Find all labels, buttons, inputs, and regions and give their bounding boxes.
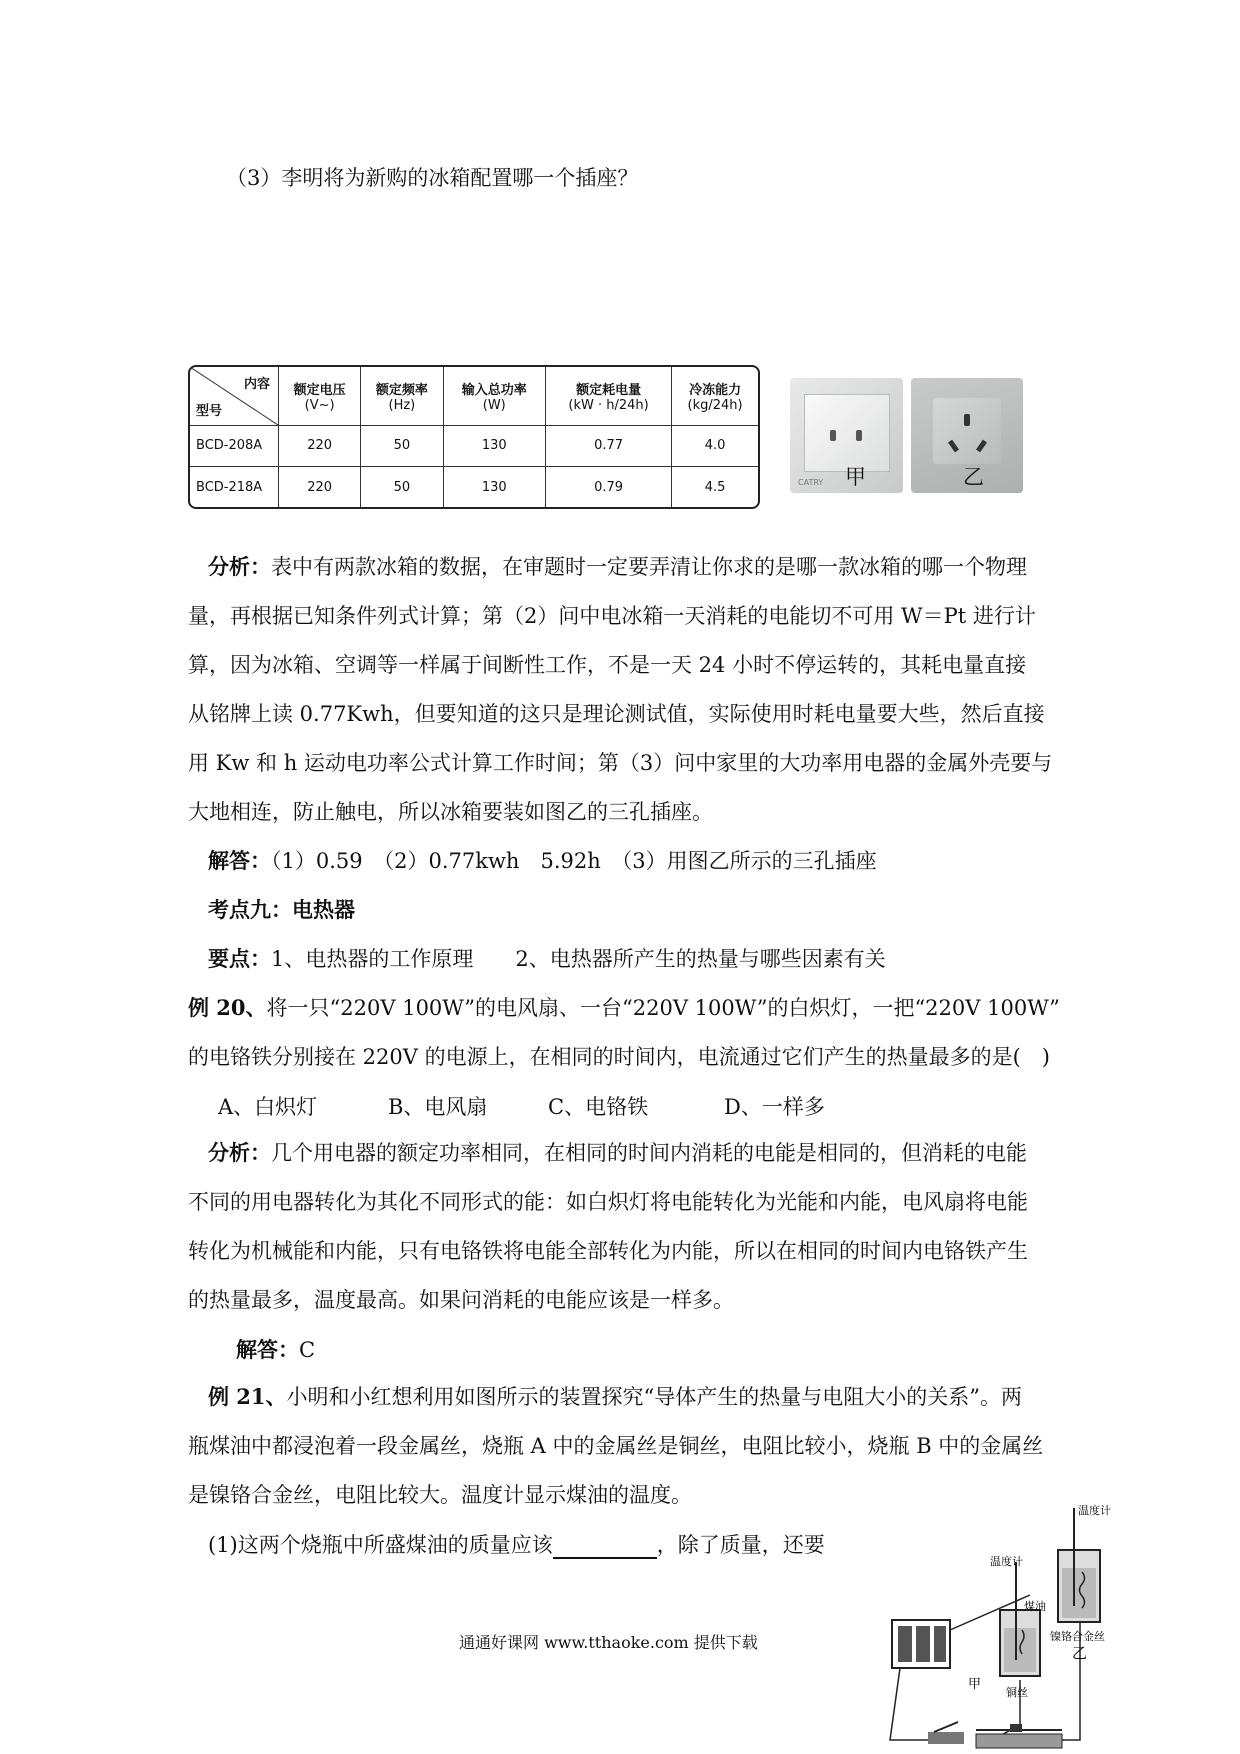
option-b: B、电风扇: [388, 1095, 488, 1119]
section-title: 考点九：电热器: [208, 897, 355, 922]
switch-icon: [928, 1722, 964, 1744]
corner-top-label: 内容: [243, 377, 270, 392]
nichrome-label: 镍铬合金丝: [1050, 1630, 1105, 1643]
footer-text: 通通好课网 www.tthaoke.com 提供下载: [459, 1633, 758, 1652]
example-20-options: [218, 1091, 825, 1121]
header-consumption: 额定耗电量 (kW · h/24h): [545, 367, 671, 425]
flask-b-icon: [1058, 1508, 1100, 1622]
rheostat-icon: [976, 1724, 1062, 1748]
pin-hole: [856, 430, 862, 441]
socket-brand: CATRY: [798, 478, 824, 487]
key-points: 要点：1、电热器的工作原理 2、电热器所产生的热量与哪些因素有关: [208, 946, 886, 971]
option-d: D、一样多: [724, 1095, 825, 1119]
example-20-line2: 的电铬铁分别接在 220V 的电源上，在相同的时间内，电流通过它们产生的热量最多的是( ): [188, 1045, 1050, 1069]
socket-label-jia: 甲: [845, 465, 866, 489]
header-frequency: 额定频率 (Hz): [361, 367, 443, 425]
header-power: 输入总功率 (W): [443, 367, 545, 425]
analysis-1: 分析：表中有两款冰箱的数据，在审题时一定要弄清让你求的是哪一款冰箱的哪一个物理 量，再根据已知条件列式计算；第（2）问中电冰箱一天消耗的电能切不可用 W＝Pt 进行计 算，因为冰箱、空调等一样属于间断性工作，不是一天 24 小时不停运转的，其耗电量直接 从铭牌上读 0.77Kwh，但要知道的这只是理论测试值，实际使用时耗电量要大些，然后直接 用 Kw 和 h 运动电功率公式计算工作时间；第（3）问中家里的大功率用电器的金属外壳要与 大地相连，防止触电，所以冰箱要装如图乙的三孔插座。: [188, 554, 1053, 824]
answer-blank[interactable]: [553, 1535, 657, 1559]
option-a: A、白炽灯: [218, 1095, 318, 1119]
example-20: 例 20、将一只“220V 100W”的电风扇、一台“220V 100W”的白炽灯，一把“220V 100W”: [188, 995, 1060, 1020]
three-pin-socket-photo: [911, 378, 1023, 493]
copper-wire-label: 铜丝: [1006, 1686, 1028, 1699]
corner-header-cell: [190, 367, 279, 425]
pin-hole: [830, 430, 836, 441]
flask-b-label: 乙: [1072, 1644, 1088, 1662]
example-21-q1: (1)这两个烧瓶中所盛煤油的质量应该 ，除了质量，还要: [208, 1533, 825, 1557]
heating-apparatus-diagram: [880, 1500, 1130, 1752]
table-row: BCD-208A 220 50 130 0.77 4.0: [190, 425, 758, 467]
socket-plate: [933, 398, 1001, 464]
answer-1: 解答：（1）0.59 （2）0.77kwh 5.92h （3）用图乙所示的三孔插座: [208, 848, 877, 873]
socket-label-yi: 乙: [963, 465, 984, 489]
flask-a-icon: [1000, 1562, 1040, 1676]
kerosene-label: 煤油: [1024, 1600, 1046, 1613]
option-c: C、电铬铁: [548, 1095, 649, 1119]
thermometer-label-a: 温度计: [990, 1555, 1023, 1568]
table-row: BCD-218A 220 50 130 0.79 4.5: [190, 467, 758, 507]
battery-icon: [892, 1620, 950, 1668]
pin-hole: [964, 414, 970, 426]
question-3: （3）李明将为新购的冰箱配置哪一个插座？: [226, 166, 639, 190]
wire: [890, 1668, 928, 1740]
flask-a-label: 甲: [968, 1677, 982, 1692]
thermometer-label-b: 温度计: [1078, 1504, 1111, 1517]
example-21: 例 21、小明和小红想利用如图所示的装置探究“导体产生的热量与电阻大小的关系”。两 瓶煤油中都浸泡着一段金属丝，烧瓶 A 中的金属丝是铜丝，电阻比较小，烧瓶 B 中的金属丝 是镍铬合金丝，电阻比较大。温度计显示煤油的温度。: [188, 1384, 1044, 1507]
answer-2: 解答：C: [236, 1337, 316, 1362]
header-voltage: 额定电压 (V~): [279, 367, 361, 425]
two-pin-socket-photo: [790, 378, 903, 493]
corner-bottom-label: 型号: [196, 403, 223, 419]
header-freezing: 冷冻能力 (kg/24h): [672, 367, 758, 425]
analysis-2: 分析：几个用电器的额定功率相同，在相同的时间内消耗的电能是相同的，但消耗的电能 不同的用电器转化为其化不同形式的能：如白炽灯将电能转化为光能和内能，电风扇将电能 转化为机械能和内能，只有电铬铁将电能全部转化为内能，所以在相同的时间内电铬铁产生 的热量最多，温度最高。如果问消耗的电能应该是一样多。: [188, 1140, 1028, 1312]
fridge-spec-table: [188, 365, 760, 509]
